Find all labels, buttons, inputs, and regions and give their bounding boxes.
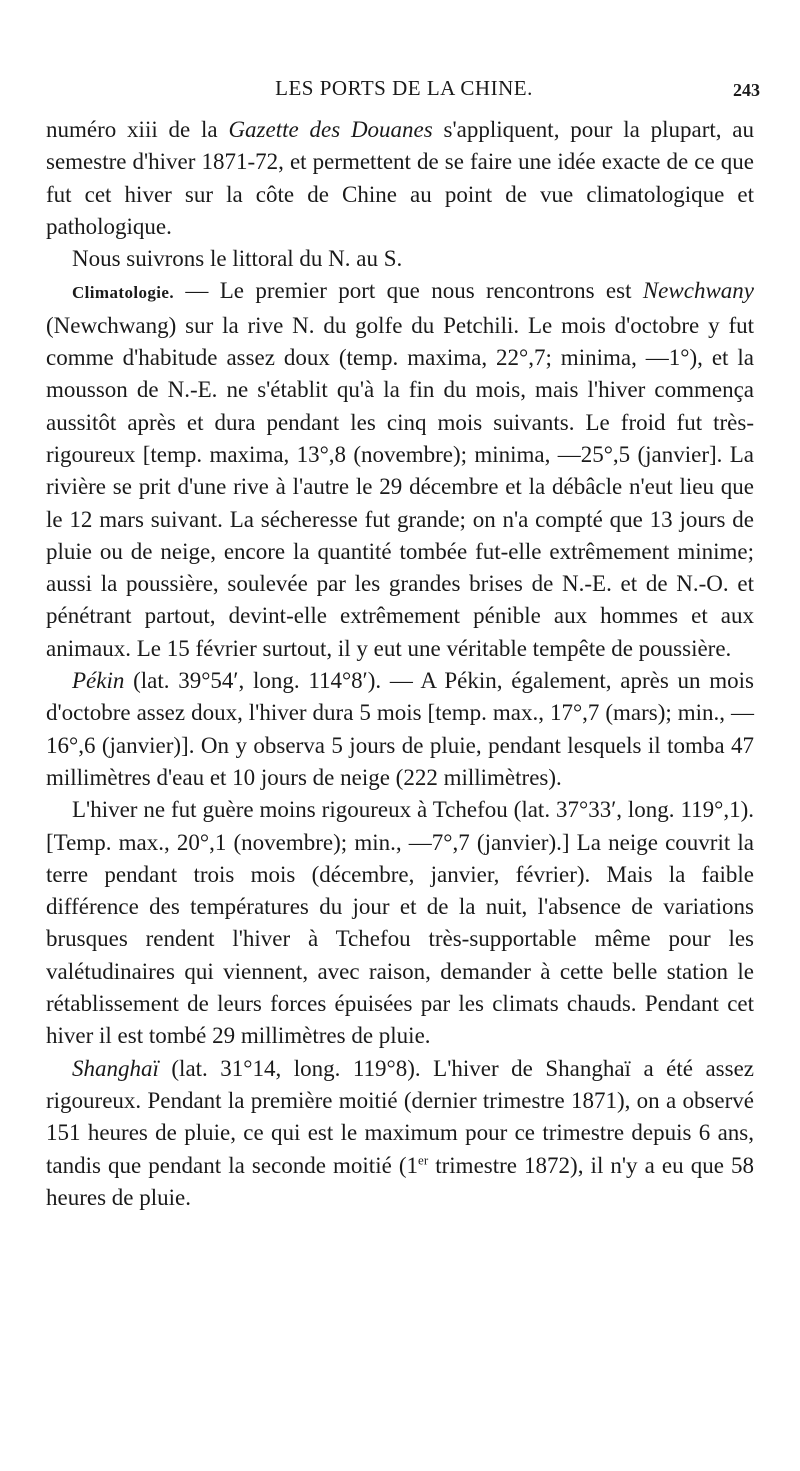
text-span: (lat. 39°54′, long. 114°8′). — A Pékin, également, après un mois d'octobre assez doux, l'hiver dura 5 mois [temp. max., 17°,7 (mars); min., —16°,6 (janvier)]. On y observa 5 jours de pluie, pendant lesquels il tomba 47 millimètres d'eau et 10 jours de neige (222 millimètres).: [46, 668, 754, 790]
running-title: LES PORTS DE LA CHINE.: [275, 76, 533, 100]
paragraph-1: [46, 114, 754, 243]
text-span: trimestre 1872), il n'y a eu que 58 heures de pluie.: [46, 1152, 754, 1210]
text-span: (Newchwang) sur la rive N. du golfe du Petchili. Le mois d'octobre y fut comme d'habitude assez doux (temp. maxima, 22°,7; minima, —1°), et la mousson de N.-E. ne s'établit qu'à la fin du mois, mais l'hiver commença aussitôt après et dura pendant les cinq mois suivants. Le froid fut très-rigoureux [temp. maxima, 13°,8 (novembre); minima, —25°,5 (janvier]. La rivière se prit d'une rive à l'autre le 29 décembre et la débâcle n'eut lieu que le 12 mars suivant. La sécheresse fut grande; on n'a compté que 13 jours de pluie ou de neige, encore la quantité tombée fut-elle extrêmement minime; aussi la poussière, soulevée par les grandes brises de N.-E. et de N.-O. et pénétrant partout, devint-elle extrêmement pénible aux hommes et aux animaux. Le 15 février surtout, il y eut une véritable tempête de poussière.: [46, 312, 754, 661]
place-name: Shanghaï: [72, 1055, 159, 1081]
paragraph-3: [46, 275, 754, 665]
page-header: [48, 72, 760, 102]
paragraph-5: L'hiver ne fut guère moins rigoureux à Tchefou (lat. 37°33′, long. 119°,1). [Temp. max., 20°,1 (novembre); min., —7°,7 (janvier).] La neige couvrit la terre pendant trois mois (décembre, janvier, février). Mais la faible différence des températures du jour et de la nuit, l'absence de variations brusques rendent l'hiver à Tchefou très-supportable même pour les valétudinaires qui viennent, avec raison, demander à cette belle station le rétablissement de leurs forces épuisées par les climats chauds. Pendant cet hiver il est tombé 29 millimètres de pluie.: [46, 797, 754, 1049]
gazette-title: Gazette des Douanes: [228, 117, 433, 142]
paragraph-4: [46, 665, 754, 794]
section-heading: Climatologie.: [72, 283, 174, 303]
page-number: 243: [733, 80, 760, 100]
text-span: numéro xiii de la: [46, 117, 229, 142]
page-body: [46, 114, 754, 1214]
place-name: Pékin: [72, 668, 125, 694]
text-span: (lat. 31°14, long. 119°8). L'hiver de Shanghaï a été assez rigoureux. Pendant la première moitié (dernier trimestre 1871), on a observé 151 heures de pluie, ce qui est le maximum pour ce trimestre depuis 6 ans, tandis que pendant la seconde moitié (1: [46, 1055, 754, 1178]
paragraph-2: Nous suivrons le littoral du N. au S.: [72, 246, 403, 272]
place-name: Newchwany: [642, 278, 754, 304]
text-span: — Le premier port que nous rencontrons est: [174, 278, 643, 304]
paragraph-6: [46, 1053, 754, 1214]
superscript: er: [418, 1151, 429, 1167]
text-span: s'appliquent, pour la plupart, au semestre d'hiver 1871-72, et permettent de se faire une idée exacte de ce que fut cet hiver sur la côte de Chine au point de vue climatologique et pathologique.: [46, 117, 754, 239]
